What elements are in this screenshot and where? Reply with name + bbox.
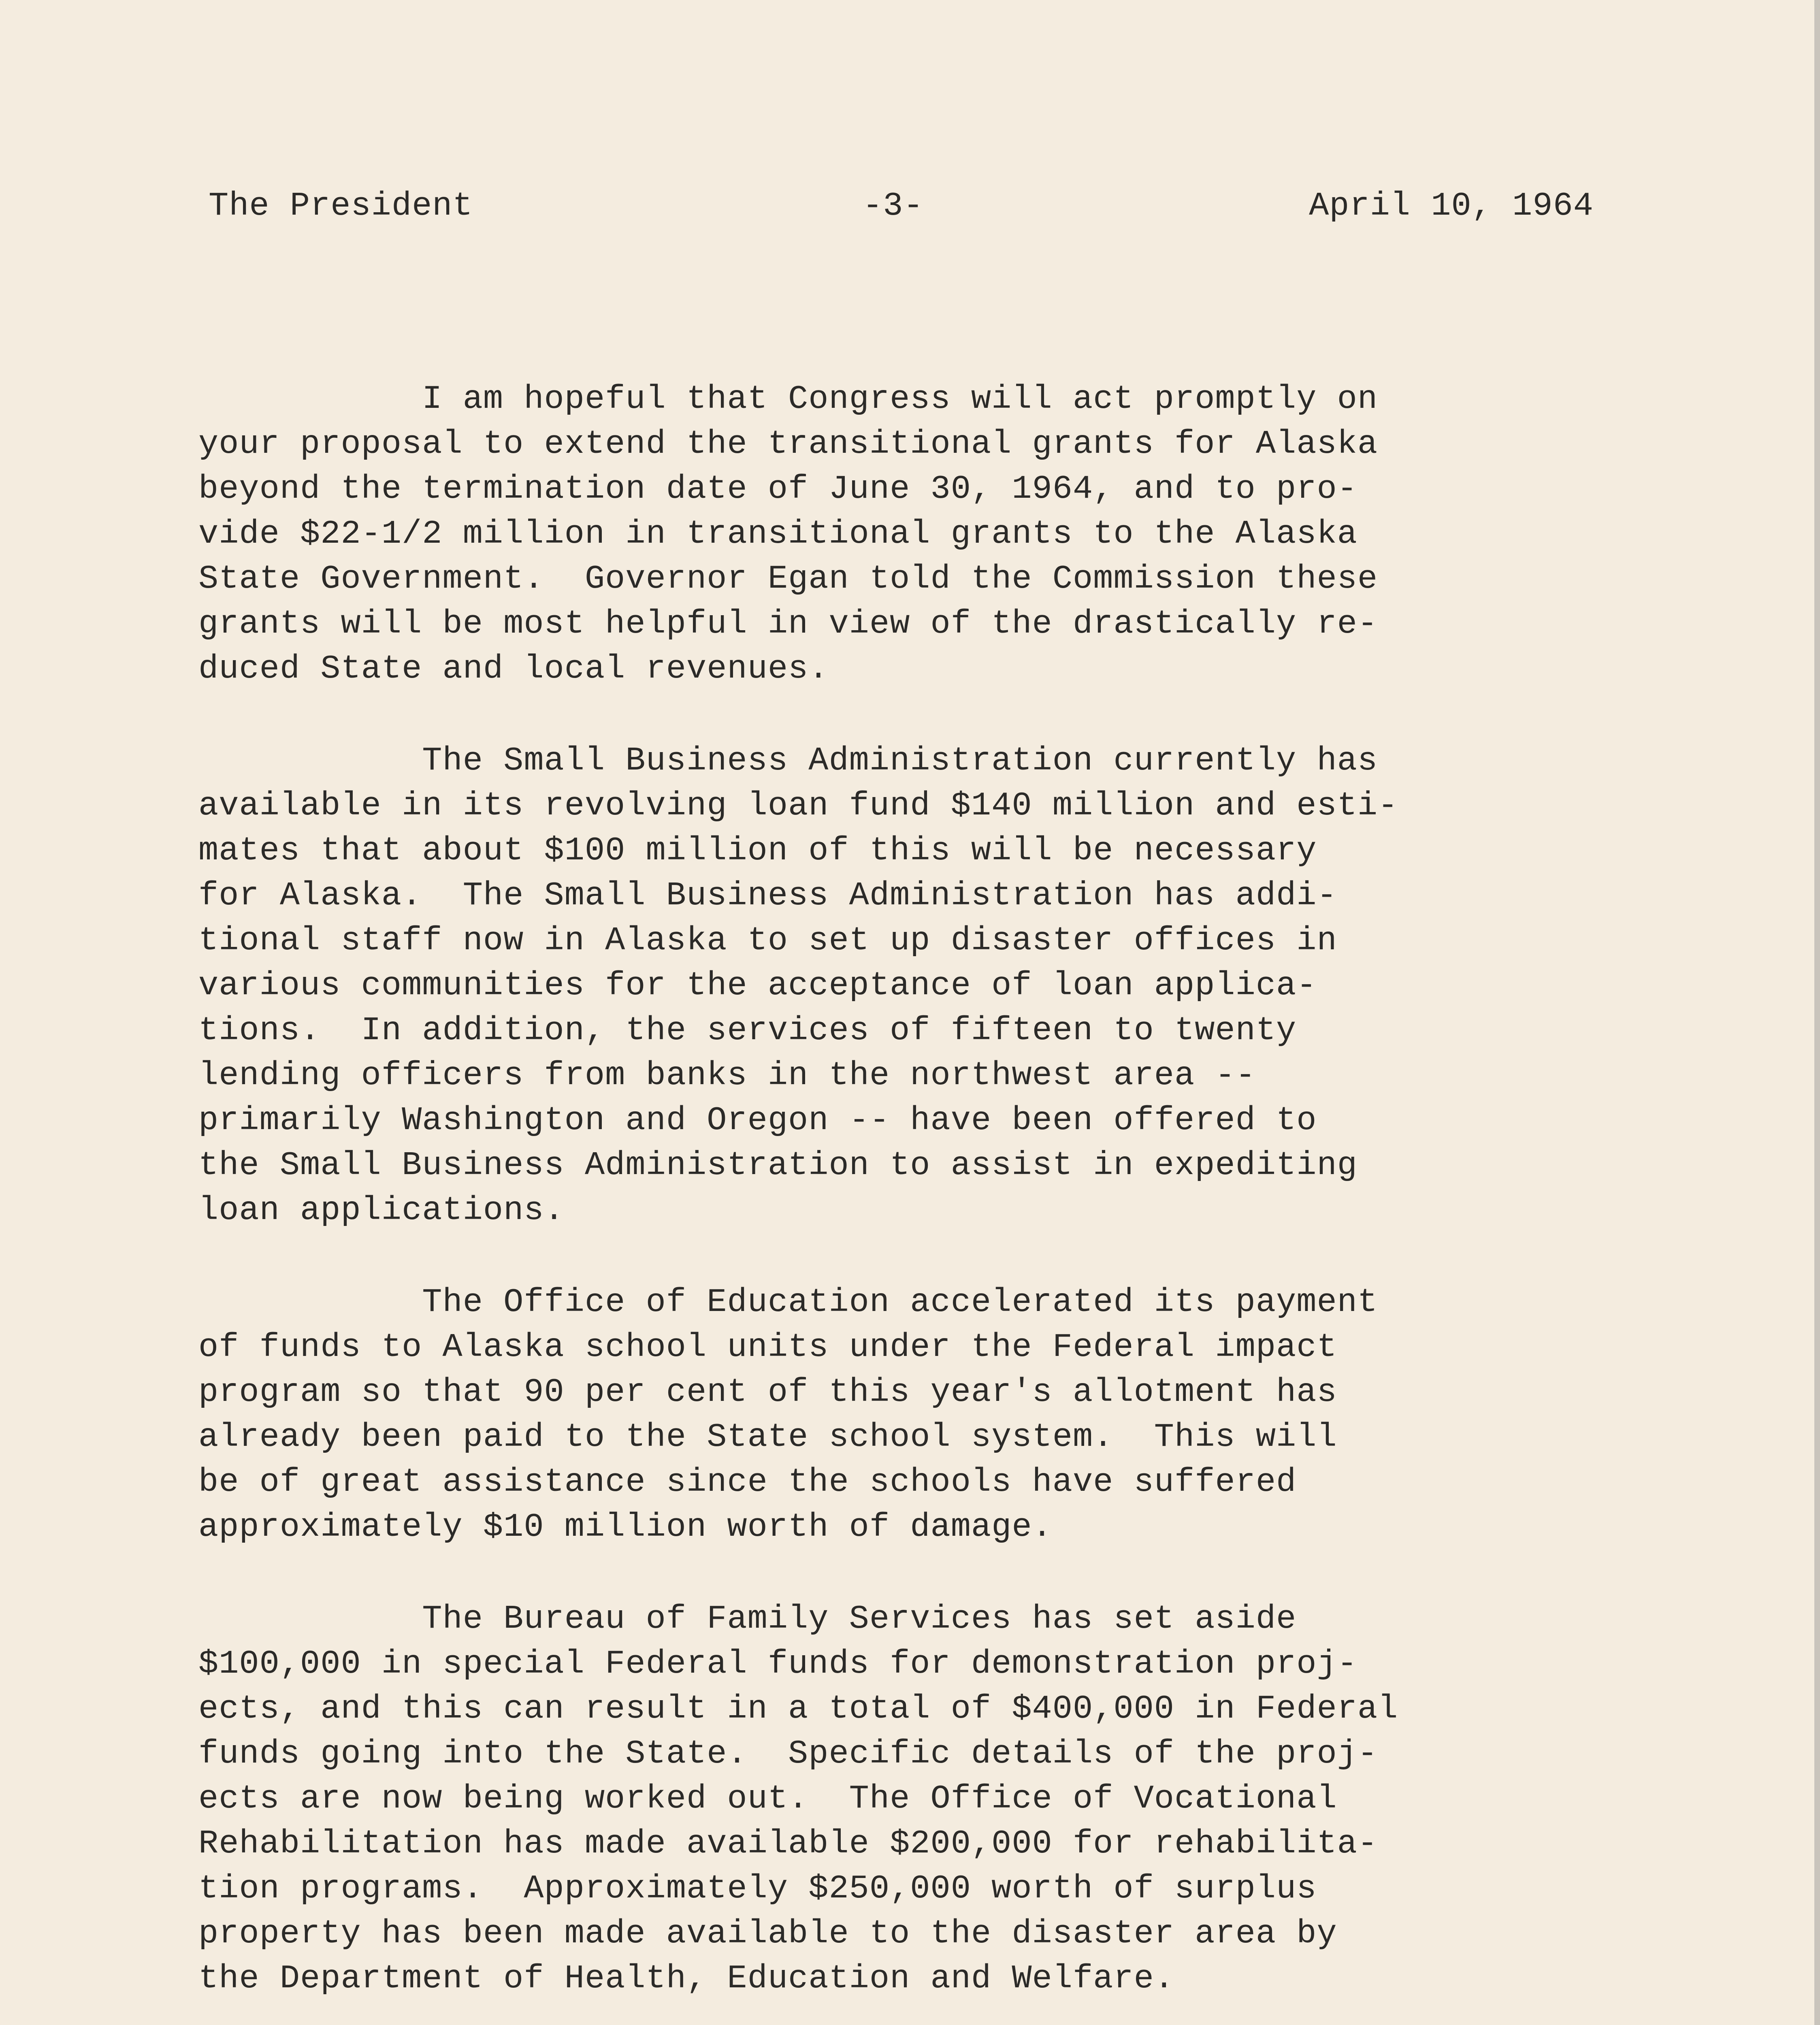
paragraph-office-of-education — [198, 1280, 1640, 1550]
text-line: available in its revolving loan fund $140 million and esti- — [198, 787, 1398, 825]
text-line: for Alaska. The Small Business Administration has addi- — [198, 877, 1337, 914]
text-line: lending officers from banks in the northwest area -- — [198, 1057, 1256, 1094]
text-line: property has been made available to the disaster area by — [198, 1915, 1337, 1953]
text-line: vide $22-1/2 million in transitional grants to the Alaska — [198, 515, 1358, 553]
text-line: tions. In addition, the services of fifteen to twenty — [198, 1012, 1297, 1049]
text-line: beyond the termination date of June 30, 1964, and to pro- — [198, 470, 1358, 508]
text-line: mates that about $100 million of this will be necessary — [198, 832, 1317, 870]
text-line: ects are now being worked out. The Office of Vocational — [198, 1780, 1337, 1818]
text-line: be of great assistance since the schools have suffered — [198, 1463, 1297, 1501]
paragraph-transitional-grants — [198, 377, 1640, 691]
text-line: State Government. Governor Egan told the Commission these — [198, 560, 1378, 598]
text-line: the Small Business Administration to assist in expediting — [198, 1147, 1358, 1184]
text-line: $100,000 in special Federal funds for demonstration proj- — [198, 1645, 1358, 1683]
text-line: loan applications. — [198, 1192, 565, 1229]
text-line: primarily Washington and Oregon -- have been offered to — [198, 1102, 1317, 1139]
text-line: already been paid to the State school system. This will — [198, 1418, 1337, 1456]
text-line: program so that 90 per cent of this year's allotment has — [198, 1373, 1337, 1411]
text-line: The Small Business Administration currently has — [198, 742, 1378, 780]
text-line: your proposal to extend the transitional grants for Alaska — [198, 425, 1378, 463]
text-line: the Department of Health, Education and Welfare. — [198, 1960, 1174, 1997]
header-page-number: -3- — [863, 187, 924, 225]
page-header — [209, 187, 1594, 232]
text-line: ects, and this can result in a total of $400,000 in Federal — [198, 1690, 1398, 1728]
text-line: The Office of Education accelerated its payment — [198, 1283, 1378, 1321]
text-line: The Bureau of Family Services has set aside — [198, 1600, 1297, 1638]
text-line: tional staff now in Alaska to set up disaster offices in — [198, 922, 1337, 959]
paragraph-family-services — [198, 1597, 1640, 2001]
paragraph-small-business — [198, 738, 1640, 1233]
text-line: funds going into the State. Specific details of the proj- — [198, 1735, 1378, 1773]
page-edge — [1814, 0, 1820, 2025]
header-date: April 10, 1964 — [1309, 187, 1594, 225]
text-line: of funds to Alaska school units under the Federal impact — [198, 1328, 1337, 1366]
header-recipient: The President — [209, 187, 473, 225]
text-line: various communities for the acceptance of loan applica- — [198, 967, 1317, 1004]
text-line: grants will be most helpful in view of the drastically re- — [198, 605, 1378, 643]
text-line: duced State and local revenues. — [198, 650, 829, 688]
text-line: I am hopeful that Congress will act promptly on — [198, 380, 1378, 418]
letter-body — [198, 377, 1640, 2025]
text-line: tion programs. Approximately $250,000 worth of surplus — [198, 1870, 1317, 1908]
text-line: approximately $10 million worth of damage. — [198, 1508, 1053, 1546]
text-line: Rehabilitation has made available $200,000 for rehabilita- — [198, 1825, 1378, 1863]
